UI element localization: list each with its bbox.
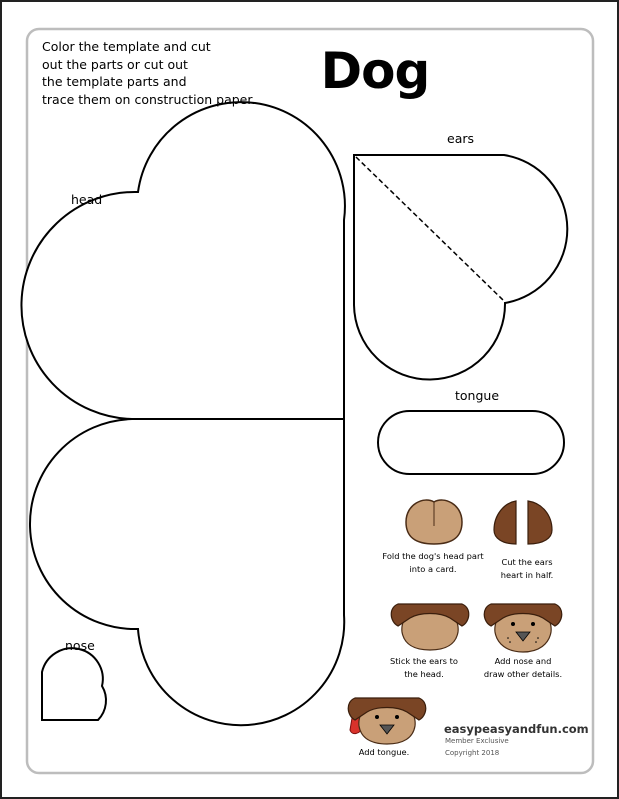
- instruction-line: out the parts or cut out: [42, 56, 188, 72]
- step-fold-head-illustration: [406, 500, 462, 544]
- instruction-line: trace them on construction paper.: [42, 91, 256, 107]
- brand-copyright: Copyright 2018: [445, 749, 500, 757]
- ears-label: ears: [447, 131, 475, 146]
- step-caption-fold: Fold the dog's head part into a card.: [382, 551, 484, 574]
- page-title: Dog: [320, 42, 430, 100]
- tongue-label: tongue: [455, 388, 500, 403]
- instructions: [42, 38, 255, 108]
- nose-label: nose: [65, 638, 95, 653]
- step-caption-cut: Cut the ears heart in half.: [500, 557, 554, 580]
- brand-site: easypeasyandfun.com: [444, 722, 589, 736]
- tongue-template: [378, 411, 564, 474]
- step-caption-nose: Add nose and draw other details.: [483, 656, 563, 679]
- nose-template: [42, 648, 106, 720]
- head-label: head: [71, 192, 103, 207]
- instruction-line: the template parts and: [42, 74, 187, 89]
- brand-member: Member Exclusive: [445, 737, 509, 745]
- step-caption-stick: Stick the ears to the head.: [390, 656, 458, 679]
- instruction-line: Color the template and cut: [42, 39, 211, 54]
- step-caption-tongue: Add tongue.: [358, 747, 410, 757]
